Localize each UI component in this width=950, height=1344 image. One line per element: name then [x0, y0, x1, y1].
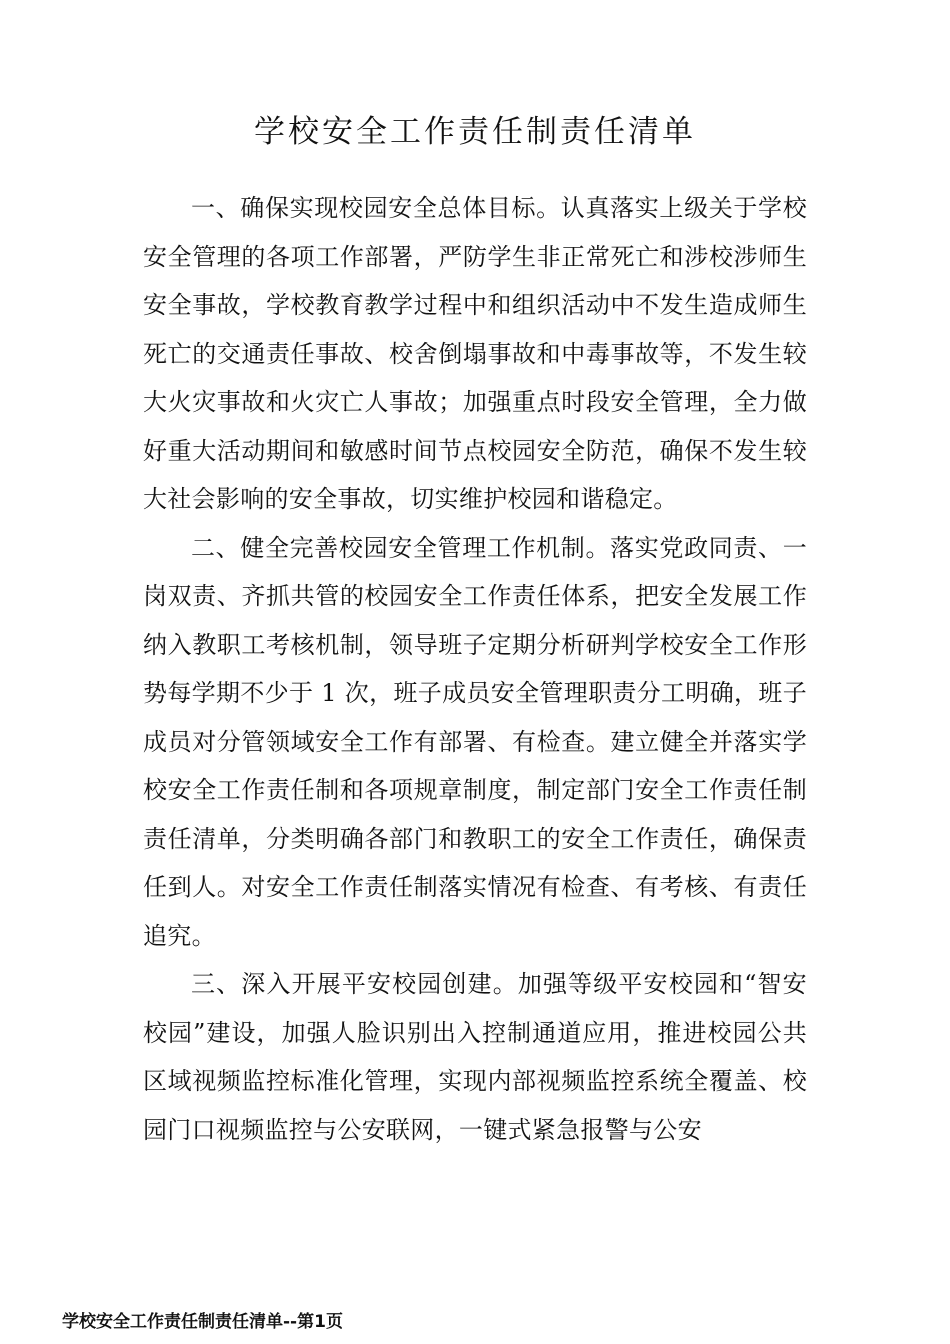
paragraph-2: 二、健全完善校园安全管理工作机制。落实党政同责、一岗双责、齐抓共管的校园安全工作责任体系，把安全发展工作纳入教职工考核机制，领导班子定期分析研判学校安全工作形势每学期不少于 1 次，班子成员安全管理职责分工明确，班子成员对分管领域安全工作有部署、有检查。建立健全并落实学校安全工作责任制和各项规章制度，制定部门安全工作责任制责任清单，分类明确各部门和教职工的安全工作责任，确保责任到人。对安全工作责任制落实情况有检查、有考核、有责任追究。	[143, 533, 807, 950]
page-footer: 学校安全工作责任制责任清单--第1页	[62, 1312, 343, 1332]
paragraph-3: 三、深入开展平安校园创建。加强等级平安校园和“智安校园”建设，加强人脸识别出入控制通道应用，推进校园公共区域视频监控标准化管理，实现内部视频监控系统全覆盖、校园门口视频监控与公安联网，一键式紧急报警与公安	[143, 970, 807, 1144]
document-title: 学校安全工作责任制责任清单	[254, 114, 696, 150]
paragraph-1: 一、确保实现校园安全总体目标。认真落实上级关于学校安全管理的各项工作部署，严防学生非正常死亡和涉校涉师生安全事故，学校教育教学过程中和组织活动中不发生造成师生死亡的交通责任事故、校舍倒塌事故和中毒事故等，不发生较大火灾事故和火灾亡人事故；加强重点时段安全管理，全力做好重大活动期间和敏感时间节点校园安全防范，确保不发生较大社会影响的安全事故，切实维护校园和谐稳定。	[143, 194, 807, 513]
document-body	[143, 184, 807, 1154]
